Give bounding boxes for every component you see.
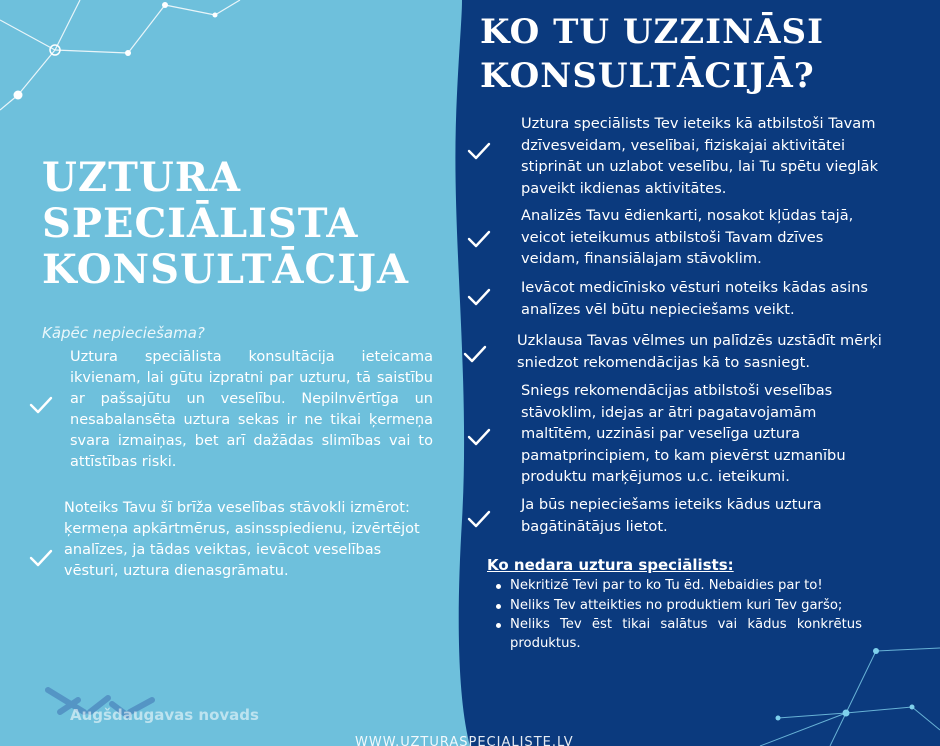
check-icon <box>466 286 492 308</box>
check-icon <box>466 228 492 250</box>
check-icon <box>466 140 492 162</box>
list-item: Neliks Tev ēst tikai salātus vai kādus konkrētus produktus. <box>496 616 862 653</box>
check-icon <box>466 426 492 448</box>
left-item-2: Noteiks Tavu šī brīža veselības stāvokli izmērot: ķermeņa apkārtmērus, asinsspiedienu, izvērtējot analīzes, ja tādas veiktas, ievācot veselības vēsturi, uztura dienasgrāmatu. <box>64 500 420 579</box>
region-label: Augšdaugavas novads <box>70 706 259 724</box>
right-item-2: Analizēs Tavu ēdienkarti, nosakot kļūdas tajā, veicot ieteikumus atbilstoši Tavam dzīves veidam, finansiālajam stāvoklim. <box>521 207 854 267</box>
right-title-line-2: KONSULTĀCIJĀ? <box>480 56 815 96</box>
check-icon <box>28 394 54 416</box>
left-item-1: Uztura speciālista konsultācija ieteicama ikvienam, lai gūtu izpratni par uzturu, tā saistību ar pašsajūtu un veselību. Nepilnvērtīga un nesabalansēta uztura sekas ir ne tikai ķermeņa svara izmaiņas, bet arī dažādas slimības vai to attīstības riski. <box>70 349 433 470</box>
why-subtitle: Kāpēc nepieciešama? <box>42 324 205 342</box>
check-icon <box>28 547 54 569</box>
list-item: Nekritizē Tevi par to ko Tu ēd. Nebaidies par to! <box>496 577 862 596</box>
list-item: Neliks Tev atteikties no produktiem kuri Tev garšo; <box>496 597 862 616</box>
right-item-4: Uzklausa Tavas vēlmes un palīdzēs uzstādīt mērķi sniedzot rekomendācijas kā to sasniegt. <box>517 332 882 371</box>
main-title-line-1: UZTURA <box>42 154 242 201</box>
right-item-3: Ievācot medicīnisko vēsturi noteiks kādas asins analīzes vēl būtu nepieciešams veikt. <box>521 279 868 318</box>
right-item-5: Sniegs rekomendācijas atbilstoši veselības stāvoklim, idejas ar ātri pagatavojamām maltītēm, uzzināsi par veselīga uztura pamatprincipiem, to kam pievērst uzmanību produktu marķējumos u.c. ieteikumi. <box>521 382 846 485</box>
not-do-list <box>496 577 862 654</box>
main-title-line-2: SPECIĀLISTA <box>42 200 359 247</box>
right-item-1: Uztura speciālists Tev ieteiks kā atbilstoši Tavam dzīvesveidam, veselībai, fiziskajai aktivitātei stiprināt un uzlabot veselību, lai Tu spētu vieglāk paveikt ikdienas aktivitātes. <box>521 115 879 197</box>
main-title <box>42 155 442 293</box>
main-title-line-3: KONSULTĀCIJA <box>42 246 410 293</box>
check-icon <box>466 508 492 530</box>
not-do-heading: Ko nedara uztura speciālists: <box>487 556 734 574</box>
right-title <box>480 10 920 98</box>
right-item-6: Ja būs nepieciešams ieteiks kādus uztura bagātinātājus lietot. <box>521 496 822 535</box>
website-link[interactable]: WWW.UZTURASPECIALISTE.LV <box>355 735 574 746</box>
check-icon <box>462 343 488 365</box>
right-title-line-1: KO TU UZZINĀSI <box>480 12 824 52</box>
